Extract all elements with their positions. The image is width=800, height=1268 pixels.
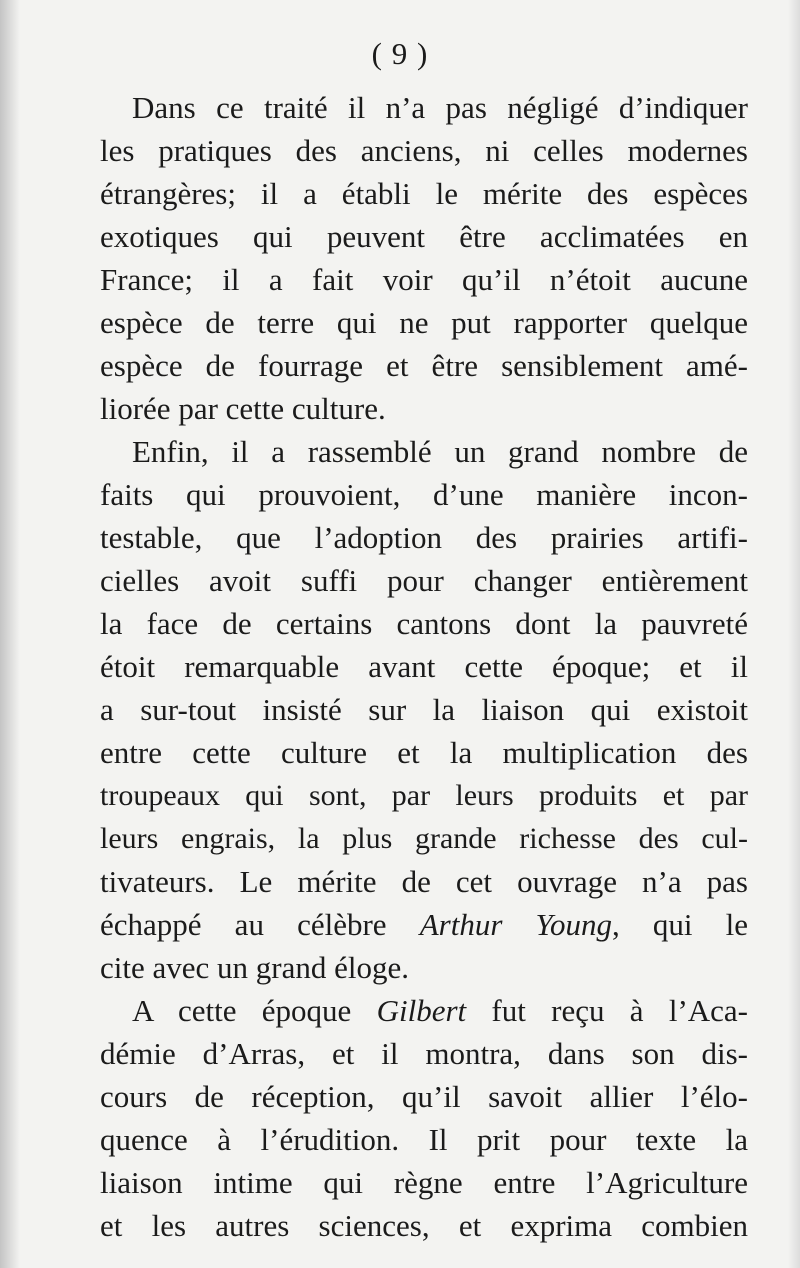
text-line: cours de réception, qu’il savoit allier l’élo-: [100, 1079, 748, 1114]
text-line: espèce de fourrage et être sensiblement amé-: [100, 348, 748, 383]
text-line: [100, 989, 748, 1032]
text-line: les pratiques des anciens, ni celles modernes: [100, 133, 748, 168]
text-line: a sur-tout insisté sur la liaison qui existoit: [100, 692, 748, 727]
text-line: France; il a fait voir qu’il n’étoit aucune: [100, 262, 748, 297]
text-line: cielles avoit suffi pour changer entièrement: [100, 563, 748, 598]
author-name-italic: Gilbert: [376, 993, 467, 1028]
line-text-before: échappé au célèbre: [100, 907, 420, 942]
text-line: testable, que l’adoption des prairies artifi-: [100, 520, 748, 555]
page-edge-shadow: [788, 0, 800, 1268]
text-line: étrangères; il a établi le mérite des espèces: [100, 176, 748, 211]
text-line: [100, 903, 748, 946]
text-line: exotiques qui peuvent être acclimatées en: [100, 219, 748, 254]
binding-shadow: [0, 0, 20, 1268]
text-line: liaison intime qui règne entre l’Agriculture: [100, 1165, 748, 1200]
text-line: entre cette culture et la multiplication des: [100, 735, 748, 770]
text-line: cite avec un grand éloge.: [100, 950, 409, 985]
text-line: leurs engrais, la plus grande richesse des cul-: [100, 822, 748, 855]
text-line: démie d’Arras, et il montra, dans son dis-: [100, 1036, 748, 1071]
page-number: ( 9 ): [371, 36, 429, 71]
line-text-before: A cette époque: [132, 993, 377, 1028]
body-text: [100, 86, 748, 1247]
text-line: Enfin, il a rassemblé un grand nombre de: [132, 434, 748, 469]
text-line: tivateurs. Le mérite de cet ouvrage n’a pas: [100, 864, 748, 899]
author-name-italic: Arthur Young: [419, 907, 612, 942]
text-line: faits qui prouvoient, d’une manière incon-: [100, 477, 748, 512]
text-line: Dans ce traité il n’a pas négligé d’indiquer: [132, 90, 748, 125]
text-line: et les autres sciences, et exprima combien: [100, 1208, 748, 1243]
text-line: troupeaux qui sont, par leurs produits et par: [100, 779, 748, 812]
text-line: espèce de terre qui ne put rapporter quelque: [100, 305, 748, 340]
text-line: étoit remarquable avant cette époque; et il: [100, 649, 748, 684]
text-line: quence à l’érudition. Il prit pour texte la: [100, 1122, 748, 1157]
text-line: la face de certains cantons dont la pauvreté: [100, 606, 748, 641]
line-text-after: fut reçu à l’Aca-: [466, 993, 748, 1028]
text-line: liorée par cette culture.: [100, 391, 386, 426]
line-text-after: , qui le: [611, 907, 748, 942]
